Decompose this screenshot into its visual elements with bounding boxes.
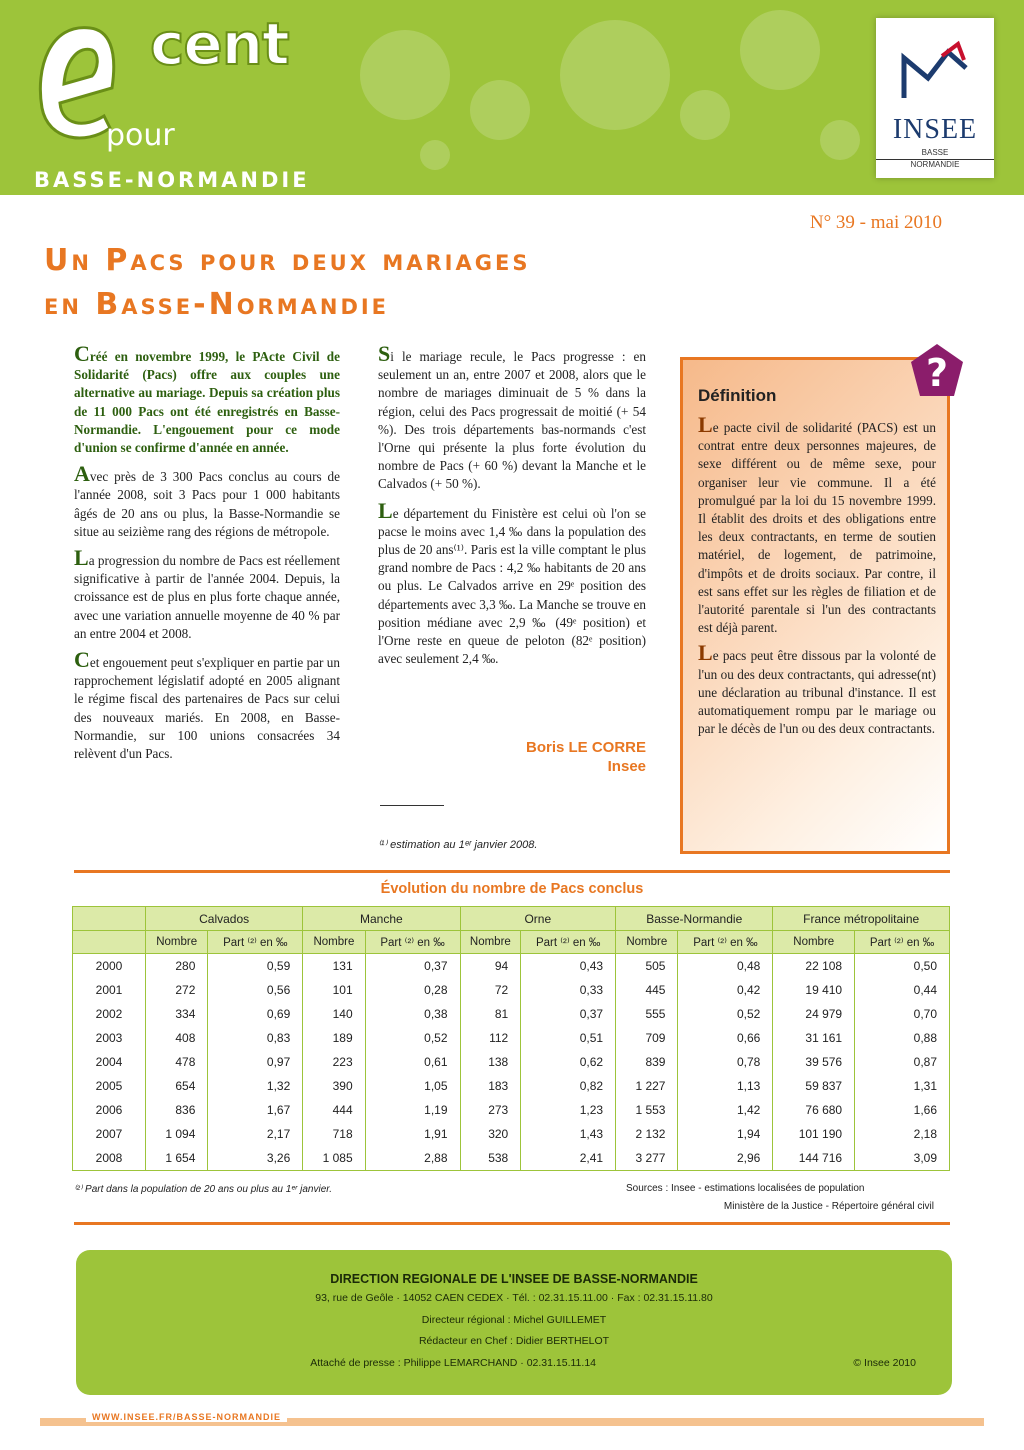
value-cell: 280 <box>146 954 208 979</box>
paragraph: La progression du nombre de Pacs est réellement significative à partir de l'année 2004. Depuis, la croissance est de plus en plus forte chaque année, avec une variation annuelle moyenne de 40 % par an entre 2004 et 2008. <box>74 545 340 641</box>
value-cell: 72 <box>460 978 521 1002</box>
insee-sub-basse: BASSE <box>921 148 949 157</box>
value-cell: 1,42 <box>678 1098 773 1122</box>
value-cell: 183 <box>460 1074 521 1098</box>
value-cell: 320 <box>460 1122 521 1146</box>
article-column-2 <box>378 341 646 678</box>
footer-copyright: © Insee 2010 <box>853 1357 916 1369</box>
table-row <box>73 1050 950 1074</box>
footer-address: 93, rue de Geôle · 14052 CAEN CEDEX · Tél. : 02.31.15.11.00 · Fax : 02.31.15.11.80 <box>315 1292 713 1304</box>
svg-text:?: ? <box>925 351 949 395</box>
value-cell: 0,70 <box>855 1002 950 1026</box>
table-row <box>73 954 950 979</box>
question-mark-icon <box>908 342 966 400</box>
value-cell: 81 <box>460 1002 521 1026</box>
value-cell: 555 <box>616 1002 678 1026</box>
value-cell: 839 <box>616 1050 678 1074</box>
value-cell: 1,67 <box>208 1098 303 1122</box>
value-cell: 1,23 <box>521 1098 616 1122</box>
year-cell: 2002 <box>73 1002 146 1026</box>
footnote-1: ⁽¹⁾ estimation au 1ᵉʳ janvier 2008. <box>378 839 538 851</box>
sub-header: Nombre <box>460 931 521 954</box>
value-cell: 2,18 <box>855 1122 950 1146</box>
value-cell: 101 <box>303 978 365 1002</box>
value-cell: 59 837 <box>773 1074 855 1098</box>
value-cell: 0,33 <box>521 978 616 1002</box>
value-cell: 1,94 <box>678 1122 773 1146</box>
value-cell: 24 979 <box>773 1002 855 1026</box>
value-cell: 273 <box>460 1098 521 1122</box>
value-cell: 0,66 <box>678 1026 773 1050</box>
value-cell: 144 716 <box>773 1146 855 1171</box>
value-cell: 138 <box>460 1050 521 1074</box>
insee-sub-normandie: NORMANDIE <box>876 159 994 169</box>
table-body <box>73 954 950 1171</box>
footer-redacteur: Rédacteur en Chef : Didier BERTHELOT <box>418 1335 610 1347</box>
paragraph: Le pacte civil de solidarité (PACS) est un contrat entre deux personnes majeures, de sexe différent ou de même sexe, pour organiser leur vie commune. Il a été promulgué par la loi du 15 novembre 1999. Il établit des droits et des obligations entre les deux contractants, en terme de soutien matériel, de logement, de patrimoine, d'impôts et de droits sociaux. Par contre, il est sans effet sur les règles de filiation et de l'autorité parentale si l'un des contractants est déjà parent. <box>698 412 936 636</box>
sources-line-1: Sources : Insee - estimations localisées de population <box>626 1183 865 1194</box>
logo-cent: cent <box>150 10 289 78</box>
value-cell: 1,91 <box>365 1122 460 1146</box>
group-header: Manche <box>303 907 460 931</box>
pacs-table <box>72 906 950 1171</box>
table-group-header <box>73 907 950 931</box>
value-cell: 19 410 <box>773 978 855 1002</box>
value-cell: 0,50 <box>855 954 950 979</box>
value-cell: 1 654 <box>146 1146 208 1171</box>
paragraph: Cet engouement peut s'expliquer en partie par un rapprochement législatif adopté en 2005 alignant le régime fiscal des partenaires de Pacs sur celui des nouveaux mariés. En 2008, en Basse-Normandie, sur 100 unions consacrées 34 relèvent d'un Pacs. <box>74 647 340 762</box>
paragraph: Le département du Finistère est celui où l'on se pacse le moins avec 1,4 ‰ dans la population des plus de 20 ans⁽¹⁾. Paris est la ville comptant le plus grand nombre de Pacs : 4,2 ‰ habitants de 20 ans ou plus. Le Calvados arrive en 29ᵉ position des départements avec 3,3 ‰. La Manche se trouve en position médiane avec 2,9 ‰ (49ᵉ position) et l'Orne reste en queue de peloton (82ᵉ position) avec seulement 2,4 ‰. <box>378 497 646 667</box>
sub-header: Part ⁽²⁾ en ‰ <box>678 931 773 954</box>
value-cell: 1 085 <box>303 1146 365 1171</box>
definition-title: Définition <box>698 386 777 405</box>
website-link[interactable]: WWW.INSEE.FR/BASSE-NORMANDIE <box>86 1412 287 1422</box>
value-cell: 0,38 <box>365 1002 460 1026</box>
logo-pour: pour <box>106 118 175 153</box>
group-header: France métropolitaine <box>773 907 950 931</box>
footer-box <box>76 1250 952 1395</box>
table-row <box>73 1098 950 1122</box>
value-cell: 140 <box>303 1002 365 1026</box>
author-signature <box>378 738 646 776</box>
value-cell: 1,32 <box>208 1074 303 1098</box>
table-row <box>73 1122 950 1146</box>
value-cell: 1 553 <box>616 1098 678 1122</box>
value-cell: 0,44 <box>855 978 950 1002</box>
sources-line-2: Ministère de la Justice - Répertoire général civil <box>723 1201 934 1212</box>
definition-body <box>698 412 936 747</box>
value-cell: 0,52 <box>678 1002 773 1026</box>
value-cell: 101 190 <box>773 1122 855 1146</box>
sub-header: Part ⁽²⁾ en ‰ <box>208 931 303 954</box>
value-cell: 408 <box>146 1026 208 1050</box>
group-header: Calvados <box>146 907 303 931</box>
paragraph: Le pacs peut être dissous par la volonté de l'un ou des deux contractants, qui adresse(nt) une déclaration au tribunal d'instance. Il est automatiquement rompu par le mariage ou par le décès de l'un ou des deux contractants. <box>698 640 936 737</box>
footer-direction: DIRECTION REGIONALE DE L'INSEE DE BASSE-NORMANDIE <box>330 1272 698 1286</box>
value-cell: 0,28 <box>365 978 460 1002</box>
value-cell: 0,82 <box>521 1074 616 1098</box>
footer-directeur: Directeur régional : Michel GUILLEMET <box>421 1314 607 1326</box>
issue-number: N° 39 - mai 2010 <box>809 212 942 233</box>
value-cell: 1,66 <box>855 1098 950 1122</box>
value-cell: 1,43 <box>521 1122 616 1146</box>
value-cell: 654 <box>146 1074 208 1098</box>
sub-header: Nombre <box>616 931 678 954</box>
value-cell: 0,43 <box>521 954 616 979</box>
value-cell: 0,56 <box>208 978 303 1002</box>
author-name: Boris LE CORRE <box>525 739 646 756</box>
value-cell: 2,17 <box>208 1122 303 1146</box>
group-header: Basse-Normandie <box>616 907 773 931</box>
value-cell: 505 <box>616 954 678 979</box>
value-cell: 0,61 <box>365 1050 460 1074</box>
value-cell: 3 277 <box>616 1146 678 1171</box>
group-header: Orne <box>460 907 616 931</box>
sub-header: Part ⁽²⁾ en ‰ <box>365 931 460 954</box>
page-title-line2: en Basse-Normandie <box>44 287 390 322</box>
value-cell: 0,48 <box>678 954 773 979</box>
footnote-divider <box>380 805 444 806</box>
value-cell: 76 680 <box>773 1098 855 1122</box>
value-cell: 538 <box>460 1146 521 1171</box>
value-cell: 718 <box>303 1122 365 1146</box>
value-cell: 2,41 <box>521 1146 616 1171</box>
year-cell: 2001 <box>73 978 146 1002</box>
value-cell: 2,88 <box>365 1146 460 1171</box>
lead-paragraph: Créé en novembre 1999, le PActe Civil de Solidarité (Pacs) offre aux couples une alternative au mariage. Depuis sa création plus de 11 000 Pacs ont été enregistrés en Basse-Normandie. L'engouement pour ce mode d'union se confirme d'année en année. <box>74 341 340 456</box>
sub-header: Nombre <box>773 931 855 954</box>
paragraph: Si le mariage recule, le Pacs progresse : en seulement un an, entre 2007 et 2008, alors que le nombre de mariages diminuait de 5 % dans la région, celui des Pacs progressait de moitié (+ 54 %). Des trois départements bas-normands c'est l'Orne qui présente la plus forte évolution du nombre de Pacs (+ 60 %) devant la Manche et le Calvados (+ 50 %). <box>378 341 646 492</box>
sub-header: Nombre <box>303 931 365 954</box>
value-cell: 390 <box>303 1074 365 1098</box>
value-cell: 3,09 <box>855 1146 950 1171</box>
value-cell: 444 <box>303 1098 365 1122</box>
value-cell: 2,96 <box>678 1146 773 1171</box>
value-cell: 0,97 <box>208 1050 303 1074</box>
value-cell: 1 227 <box>616 1074 678 1098</box>
value-cell: 0,78 <box>678 1050 773 1074</box>
footer-attache: Attaché de presse : Philippe LEMARCHAND · 02.31.15.11.14 <box>310 1357 596 1369</box>
sub-header: Part ⁽²⁾ en ‰ <box>521 931 616 954</box>
value-cell: 189 <box>303 1026 365 1050</box>
value-cell: 1,19 <box>365 1098 460 1122</box>
page-title-line1: Un Pacs pour deux mariages <box>44 243 531 278</box>
table-title: Évolution du nombre de Pacs conclus <box>380 881 644 897</box>
table-row <box>73 1074 950 1098</box>
value-cell: 22 108 <box>773 954 855 979</box>
value-cell: 478 <box>146 1050 208 1074</box>
sub-header: Nombre <box>146 931 208 954</box>
value-cell: 0,69 <box>208 1002 303 1026</box>
blank-cell <box>73 931 146 954</box>
value-cell: 39 576 <box>773 1050 855 1074</box>
value-cell: 131 <box>303 954 365 979</box>
year-cell: 2004 <box>73 1050 146 1074</box>
divider <box>74 870 950 873</box>
value-cell: 709 <box>616 1026 678 1050</box>
insee-logo <box>876 18 994 178</box>
value-cell: 1 094 <box>146 1122 208 1146</box>
value-cell: 1,13 <box>678 1074 773 1098</box>
blank-cell <box>73 907 146 931</box>
table-row <box>73 978 950 1002</box>
value-cell: 272 <box>146 978 208 1002</box>
table-sub-header <box>73 931 950 954</box>
year-cell: 2005 <box>73 1074 146 1098</box>
value-cell: 0,37 <box>365 954 460 979</box>
value-cell: 0,59 <box>208 954 303 979</box>
value-cell: 112 <box>460 1026 521 1050</box>
divider <box>74 1222 950 1225</box>
value-cell: 2 132 <box>616 1122 678 1146</box>
value-cell: 0,88 <box>855 1026 950 1050</box>
sub-header: Part ⁽²⁾ en ‰ <box>855 931 950 954</box>
value-cell: 94 <box>460 954 521 979</box>
value-cell: 3,26 <box>208 1146 303 1171</box>
value-cell: 1,31 <box>855 1074 950 1098</box>
year-cell: 2006 <box>73 1098 146 1122</box>
value-cell: 0,51 <box>521 1026 616 1050</box>
value-cell: 0,87 <box>855 1050 950 1074</box>
footnote-2: ⁽²⁾ Part dans la population de 20 ans ou plus au 1ᵉʳ janvier. <box>74 1184 332 1195</box>
table-row <box>73 1026 950 1050</box>
year-cell: 2000 <box>73 954 146 979</box>
value-cell: 0,83 <box>208 1026 303 1050</box>
value-cell: 223 <box>303 1050 365 1074</box>
region-label: BASSE-NORMANDIE <box>34 168 310 192</box>
insee-mark-icon <box>898 38 972 108</box>
year-cell: 2003 <box>73 1026 146 1050</box>
author-org: Insee <box>607 758 646 775</box>
value-cell: 0,37 <box>521 1002 616 1026</box>
value-cell: 0,62 <box>521 1050 616 1074</box>
value-cell: 836 <box>146 1098 208 1122</box>
table-row <box>73 1146 950 1171</box>
insee-word: INSEE <box>892 114 978 145</box>
value-cell: 334 <box>146 1002 208 1026</box>
value-cell: 1,05 <box>365 1074 460 1098</box>
paragraph: Avec près de 3 300 Pacs conclus au cours de l'année 2008, soit 3 Pacs pour 1 000 habitants âgés de 20 ans ou plus, la Basse-Normandie se situe au seizième rang des régions de métropole. <box>74 461 340 539</box>
value-cell: 0,42 <box>678 978 773 1002</box>
table-row <box>73 1002 950 1026</box>
article-column-1 <box>74 341 340 773</box>
year-cell: 2008 <box>73 1146 146 1171</box>
value-cell: 445 <box>616 978 678 1002</box>
year-cell: 2007 <box>73 1122 146 1146</box>
value-cell: 0,52 <box>365 1026 460 1050</box>
value-cell: 31 161 <box>773 1026 855 1050</box>
